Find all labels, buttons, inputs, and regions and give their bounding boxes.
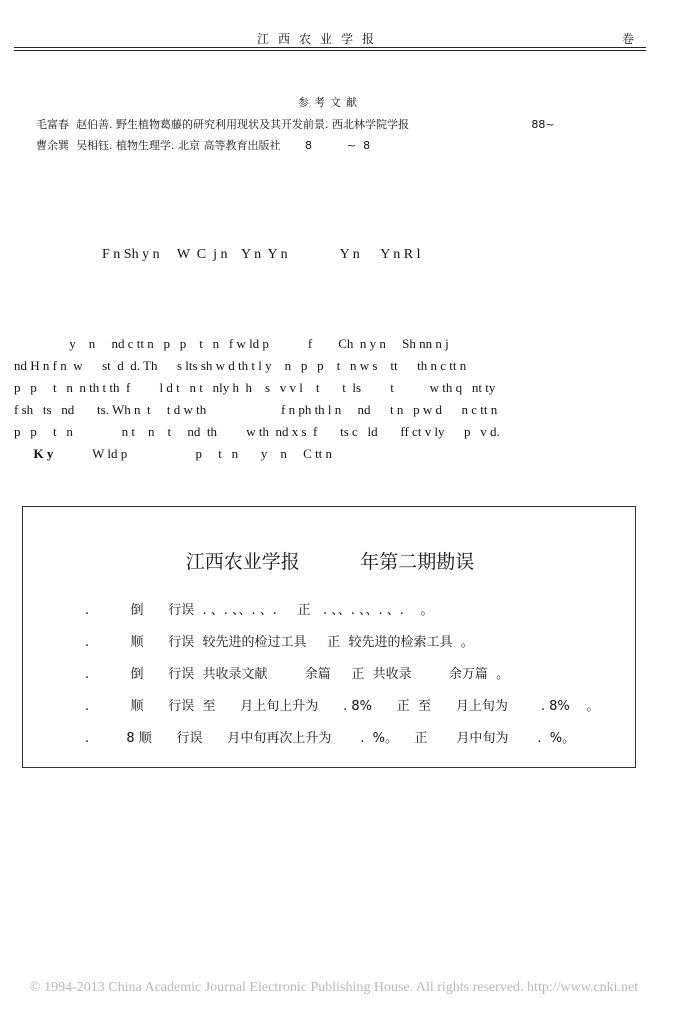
header-rule-bottom [14,50,646,51]
errata-row: . 顺 行误 较先进的检过工具 正 较先进的检索工具 。 [85,635,474,650]
references-heading: 参考文献 [298,96,362,109]
abstract-line: nd H n f n w st d d. Th s lts sh w d th t l y n p p t n w s tt th n c tt n [14,358,467,373]
copyright-footer: © 1994-2013 China Academic Journal Electronic Publishing House. All rights reserved. http://www.cnki.net [30,980,639,995]
errata-row: . 8 顺 行误 月中旬再次上升为 . %。 正 月中旬为 . %。 [85,731,576,746]
abstract-line: p p t n n t n t nd th w th nd x s f ts c ld ff ct v ly p v d. [14,424,500,439]
keywords-text: W ld p p t n y n C tt n [53,446,333,461]
errata-row: . 顺 行误 至 月上旬上升为 . 8% 正 至 月上旬为 . 8% 。 [85,699,600,714]
abstract-line: f sh ts nd ts. Wh n t t d w th f n ph th l n nd t n p w d n c tt n [14,402,498,417]
abstract-line: y n nd c tt n p p t n f w ld p f Ch n y n Sh nn n j [14,336,449,351]
keywords-label: K y [33,446,54,461]
journal-title: 江西农业学报 [256,32,383,46]
errata-title: 江西农业学报 年第二期勘误 [185,551,475,573]
reference-item: 曹余巽 吴相钰. 植物生理学. 北京 高等教育出版社 8 ~ 8 [36,139,371,152]
abstract-line: p p t n n th t th f l d t n t nly h h s v v l t t ls t w th q nt ty [14,380,496,395]
errata-row: . 倒 行误 共收录文献 余篇 正 共收录 余万篇 。 [85,667,510,682]
header-rule-top [14,47,646,48]
volume-label: 卷 [622,32,635,46]
english-title: F n Sh y n W C j n Y n Y n Y n Y n R l [102,247,421,262]
english-abstract [14,333,654,465]
keywords-line [14,443,654,465]
errata-box [22,506,636,768]
errata-row: . 倒 行误 . 、. 、、. 、. 正 . 、、. 、、. 、. 。 [85,603,434,618]
reference-item: 毛富春 赵伯善. 野生植物葛藤的研究利用现状及其开发前景. 西北林学院学报 88~ [36,118,555,131]
